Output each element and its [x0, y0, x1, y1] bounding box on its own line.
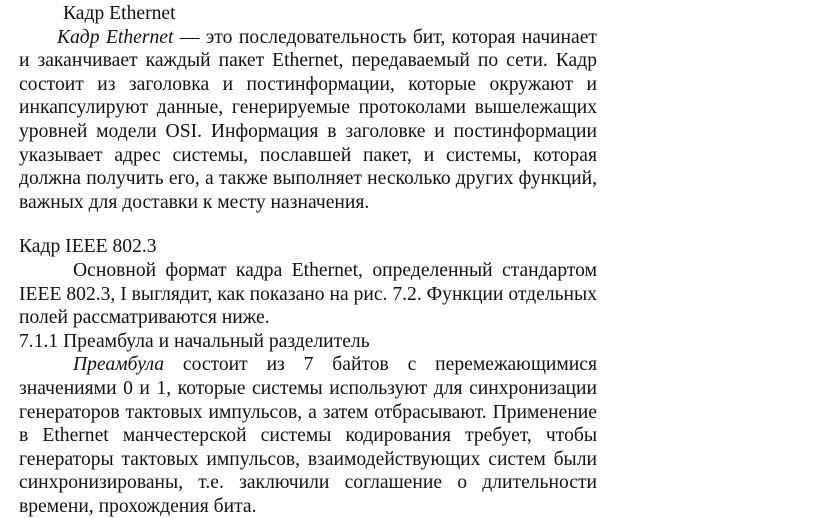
paragraph-ethernet-frame-text: — это последовательность бит, которая начинает и заканчивает каждый пакет Ethernet, передаваемый по сети. Кадр состоит из заголовка и постинформации, которые окружают и инкапсулируют данные, генерируемые протоколами вышележащих уровней модели OSI. Информация в заголовке и постинформации указывает адрес системы, пославшей пакет, и системы, которая должна получить его, а также выполняет несколько других функций, важных для доставки к месту назначения.	[19, 26, 597, 213]
term-preamble: Преамбула	[73, 354, 165, 376]
section-title-ethernet-frame: Кадр Ethernet	[63, 3, 176, 24]
paragraph-ieee-802-3: Основной формат кадра Ethernet, определенный стандартом IEEE 802.3, I выглядит, как показано на рис. 7.2. Функции отдельных полей рассматриваются ниже.	[19, 259, 597, 329]
term-ethernet-frame: Кадр Ethernet	[57, 26, 174, 48]
document-page	[19, 2, 597, 518]
paragraph-preamble-text: состоит из 7 байтов с перемежающимися значениями 0 и 1, которые системы используют для синхронизации генераторов тактовых импульсов, а затем отбрасывают. Применение в Ethernet манчестерской системы кодирования требует, чтобы генераторы тактовых импульсов, взаимодействующих систем были синхронизированы, т.е. заключили соглашение о длительности времени, прохождения бита.	[19, 354, 597, 517]
section-title-ieee-802-3: Кадр IEEE 802.3	[19, 236, 157, 258]
paragraph-ethernet-frame	[19, 26, 597, 215]
paragraph-preamble	[19, 353, 597, 518]
section-title-preamble: 7.1.1 Преамбула и начальный разделитель	[19, 330, 370, 352]
section-gap	[19, 214, 597, 235]
